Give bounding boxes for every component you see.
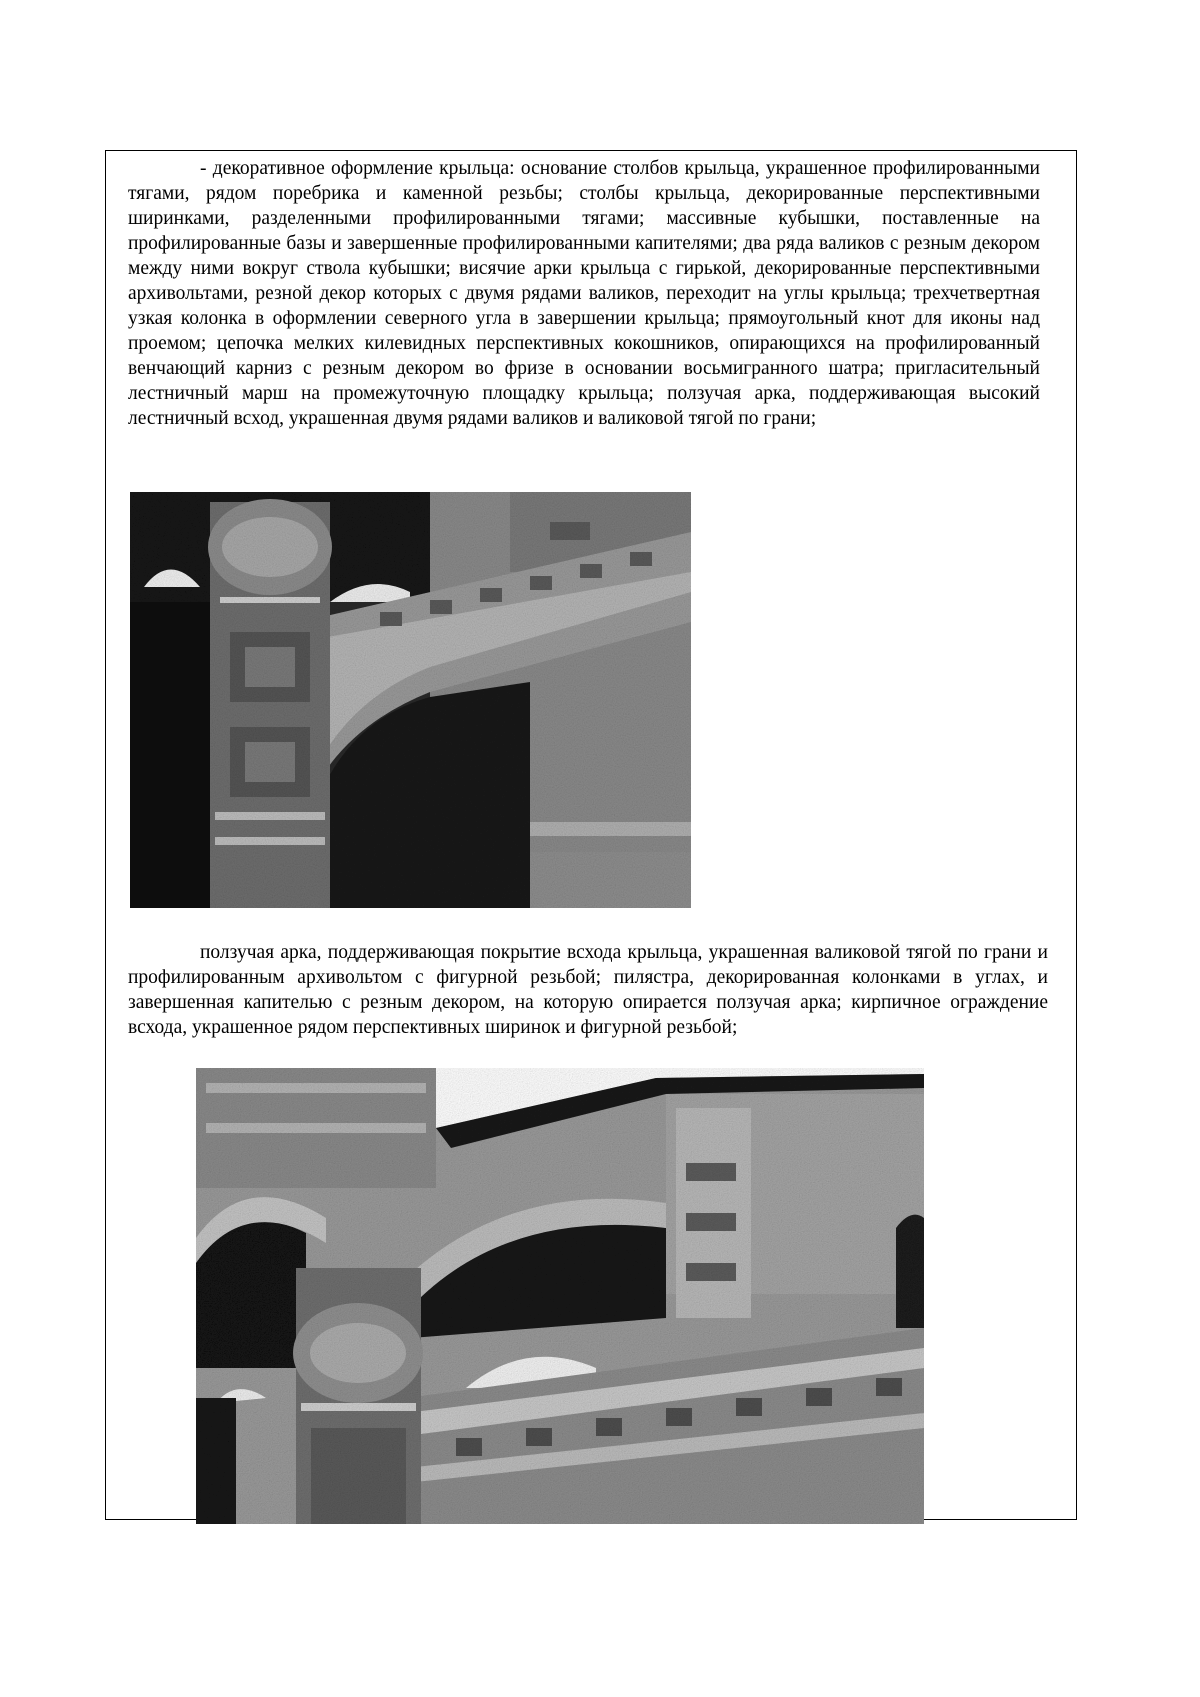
porch-column-photo	[130, 492, 691, 908]
paragraph-2-text: ползучая арка, поддерживающая покрытие всхода крыльца, украшенная валиковой тягой по грани и профилированным архивольтом с фигурной резьбой; пилястра, декорированная колонками в углах, и завершенная капителью с резным декором, на которую опирается ползучая арка; кирпичное ограждение всхода, украшенное рядом перспективных ширинок и фигурной резьбой;	[128, 942, 1048, 1038]
paragraph-creeping-arch	[128, 940, 1048, 1040]
paragraph-porch-decor	[128, 156, 1040, 431]
paragraph-1-text: - декоративное оформление крыльца: основание столбов крыльца, украшенное профилированными тягами, рядом поребрика и каменной резьбы; столбы крыльца, декорированные перспективными ширинками, разделенными профилированными тягами; массивные кубышки, поставленные на профилированные базы и завершенные профилированными капителями; два ряда валиков с резным декором между ними вокруг ствола кубышки; висячие арки крыльца с гирькой, декорированные перспективными архивольтами, резной декор которых с двумя рядами валиков, переходит на углы крыльца; трехчетвертная узкая колонка в оформлении северного угла в завершении крыльца; прямоугольный кнот для иконы над проемом; цепочка мелких килевидных перспективных кокошников, опирающихся на профилированный венчающий карниз с резным декором во фризе в основании восьмигранного шатра; пригласительный лестничный марш на промежуточную площадку крыльца; ползучая арка, поддерживающая высокий лестничный всход, украшенная двумя рядами валиков и валиковой тягой по грани;	[128, 158, 1040, 429]
porch-arch-photo	[196, 1068, 924, 1524]
